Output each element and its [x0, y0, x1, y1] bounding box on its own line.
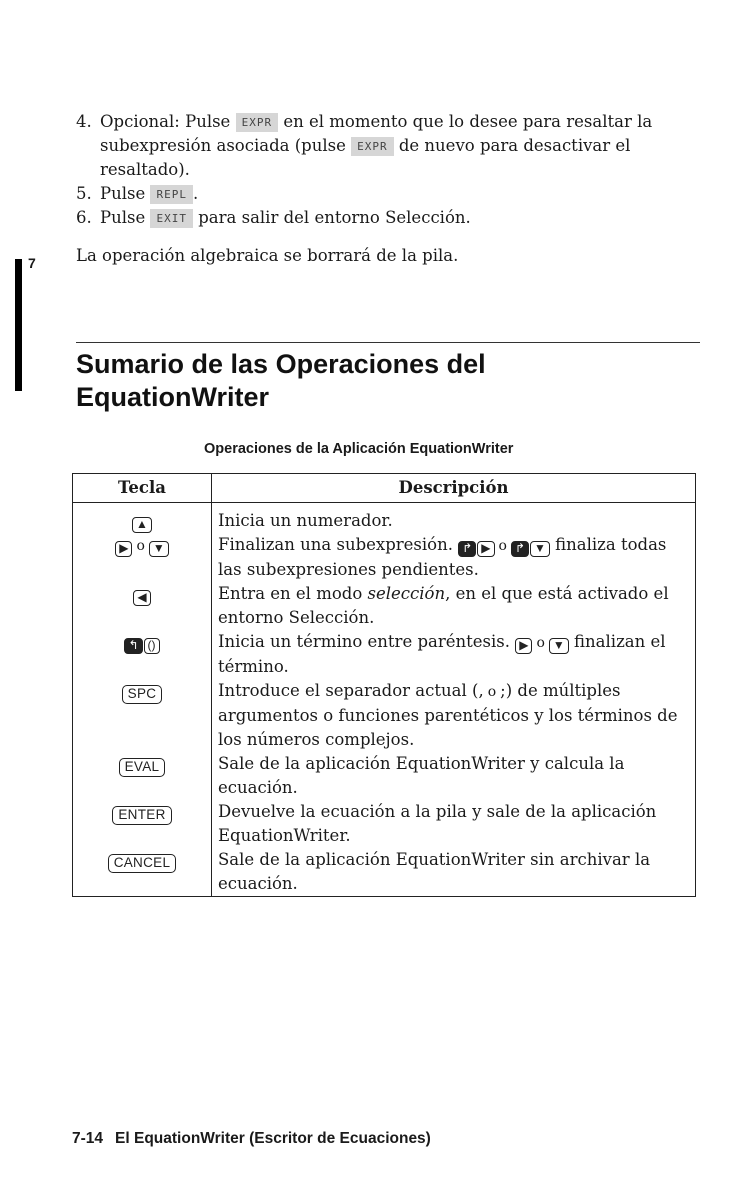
down-arrow-key-icon: ▼ [149, 541, 169, 557]
column-header-description: Descripción [212, 474, 696, 503]
step-text: en el momento que lo desee para resaltar la subexpresión asociada (pulse [100, 112, 653, 155]
step-number: 5. [76, 184, 92, 203]
description-cell [212, 582, 696, 630]
description-text: Inicia un término entre paréntesis. [218, 632, 516, 651]
key-cell [73, 800, 212, 848]
description-cell: Sale de la aplicación EquationWriter sin archivar la ecuación. [212, 848, 696, 897]
description-cell: Inicia un numerador. [212, 503, 696, 534]
table-row [73, 752, 696, 800]
key-cell [73, 630, 212, 679]
down-arrow-key-icon: ▼ [530, 541, 550, 557]
result-paragraph: La operación algebraica se borrará de la pila. [76, 246, 459, 265]
step-text: Pulse [100, 184, 151, 203]
column-header-key: Tecla [73, 474, 212, 503]
table-row [73, 848, 696, 897]
softkey-expr[interactable]: EXPR [351, 137, 394, 156]
step-text: Pulse [100, 208, 151, 227]
section-heading: Sumario de las Operaciones del EquationWriter [76, 349, 486, 412]
table-title: Operaciones de la Aplicación EquationWriter [204, 441, 514, 457]
description-cell [212, 630, 696, 679]
step-text: de nuevo para desactivar el resaltado). [100, 136, 631, 179]
down-arrow-key-icon: ▼ [549, 638, 569, 654]
step-text: Opcional: Pulse [100, 112, 236, 131]
softkey-repl[interactable]: REPL [150, 185, 193, 204]
left-shift-key-icon: ↰ [124, 638, 142, 654]
semicolon-separator: ; [500, 681, 506, 700]
step-4 [76, 110, 706, 182]
key-cell [73, 582, 212, 630]
key-cell [73, 679, 212, 752]
description-text: , en el que está activado el entorno Selección. [218, 584, 669, 627]
step-number: 6. [76, 208, 92, 227]
table-row [73, 800, 696, 848]
table-row [73, 679, 696, 752]
table-row [73, 630, 696, 679]
description-text: Entra en el modo [218, 584, 368, 603]
chapter-tab-bar [15, 259, 22, 391]
page-footer [72, 1130, 431, 1148]
key-cell [73, 503, 212, 534]
footer-title: El EquationWriter (Escritor de Ecuaciones) [115, 1130, 431, 1147]
description-cell [212, 679, 696, 752]
numbered-steps [76, 110, 706, 230]
description-emphasis: selección [367, 584, 446, 603]
spc-key-icon: SPC [122, 685, 163, 704]
table-row [73, 503, 696, 534]
right-arrow-key-icon: ▶ [515, 638, 532, 654]
operations-table [72, 473, 696, 897]
step-text: . [192, 184, 199, 203]
description-cell [212, 533, 696, 582]
table-row [73, 533, 696, 582]
step-5 [76, 182, 706, 206]
right-arrow-key-icon: ▶ [115, 541, 132, 557]
description-cell: Sale de la aplicación EquationWriter y calcula la ecuación. [212, 752, 696, 800]
page-number: 7-14 [72, 1130, 104, 1147]
or-word: o [487, 684, 497, 700]
or-word: o [498, 538, 507, 554]
left-arrow-key-icon: ◀ [133, 590, 150, 606]
description-text: Finalizan una subexpresión. [218, 535, 459, 554]
cancel-key-icon: CANCEL [108, 854, 177, 873]
enter-key-icon: ENTER [112, 806, 171, 825]
comma-separator: , [478, 681, 484, 700]
step-text: para salir del entorno Selección. [192, 208, 471, 227]
parentheses-key-icon: () [144, 638, 160, 654]
section-divider [76, 342, 700, 343]
or-word: o [536, 635, 545, 651]
description-text: ) de múltiples argumentos o funciones parentéticos y los términos de los números complejos. [218, 681, 678, 749]
key-cell [73, 533, 212, 582]
eval-key-icon: EVAL [119, 758, 166, 777]
softkey-exit[interactable]: EXIT [150, 209, 193, 228]
description-text: finalizan el término. [218, 632, 666, 676]
key-cell [73, 752, 212, 800]
table-row [73, 582, 696, 630]
right-arrow-key-icon: ▶ [477, 541, 494, 557]
description-text: finaliza todas las subexpresiones pendientes. [218, 535, 667, 579]
softkey-expr[interactable]: EXPR [236, 113, 279, 132]
description-cell: Devuelve la ecuación a la pila y sale de la aplicación EquationWriter. [212, 800, 696, 848]
up-arrow-key-icon: ▲ [132, 517, 152, 533]
step-6 [76, 206, 706, 230]
right-shift-key-icon: ↱ [458, 541, 476, 557]
right-shift-key-icon: ↱ [511, 541, 529, 557]
chapter-tab-number: 7 [28, 255, 36, 271]
description-text: Introduce el separador actual ( [218, 681, 479, 700]
key-cell [73, 848, 212, 897]
step-number: 4. [76, 112, 92, 131]
or-word: o [136, 538, 145, 554]
table-header-row [73, 474, 696, 503]
